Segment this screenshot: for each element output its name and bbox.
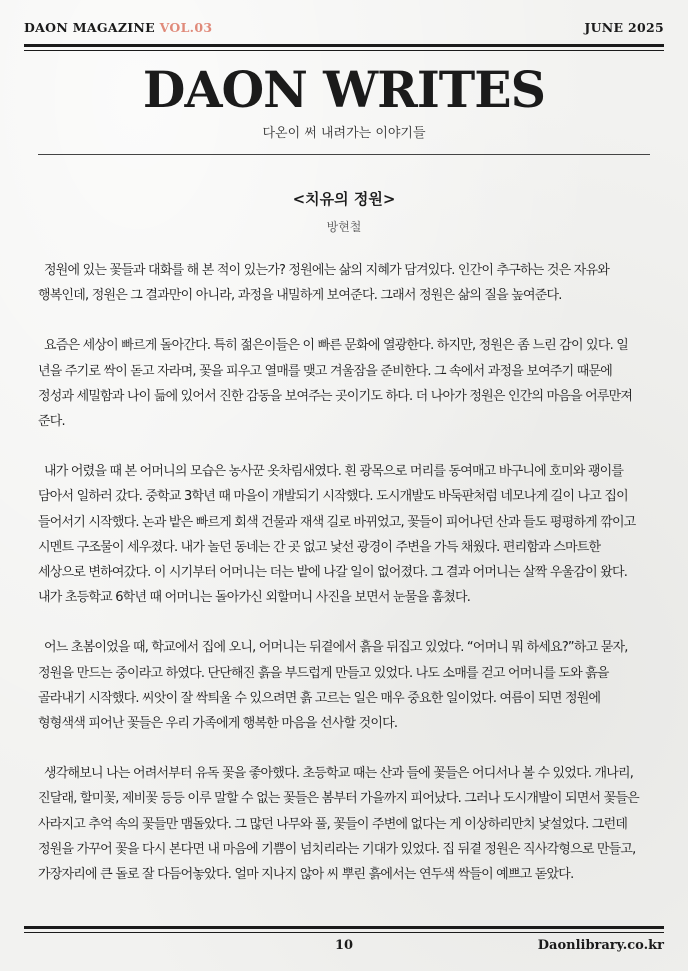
publication-title: DAON WRITES <box>142 60 546 119</box>
magazine-name <box>24 20 212 35</box>
page-number: 10 <box>334 938 354 953</box>
article-title: <치유의 정원> <box>292 190 396 208</box>
paragraph: 어느 초봄이었을 때, 학교에서 집에 오니, 어머니는 뒤곁에서 흙을 뒤집고 있었다. “어머니 뭐 하세요?”하고 묻자, 정원을 만드는 중이라고 하였다. 단단해진 흙을 부드럽게 만들고 있었다. 나도 소매를 걷고 어머니를 도와 흙을 골라내기 시작했다. 씨앗이 잘 싹틔울 수 있으려면 흙 고르는 일은 매우 중요한 일이었다. 여름이 되면 정원에 형형색색 피어난 꽃들은 우리 가족에게 행복한 마음을 선사할 것이다. <box>38 640 628 732</box>
publication-subtitle: 다온이 써 내려가는 이야기들 <box>262 126 426 141</box>
issue-number: VOL.03 <box>159 20 213 35</box>
paragraph: 정원에 있는 꽃들과 대화를 해 본 적이 있는가? 정원에는 삶의 지혜가 담겨있다. 인간이 추구하는 것은 자유와 행복인데, 정원은 그 결과만이 아니라, 과정을 내밀하게 보여준다. 그래서 정원은 삶의 질을 높여준다. <box>38 263 610 304</box>
website-link[interactable]: Daonlibrary.co.kr <box>537 938 664 953</box>
magazine-header <box>24 18 664 38</box>
top-rule-thin <box>24 50 664 51</box>
bottom-rule-thin <box>24 932 664 933</box>
top-rule-thick <box>24 44 664 47</box>
paragraph: 요즘은 세상이 빠르게 돌아간다. 특히 젊은이들은 이 빠른 문화에 열광한다. 하지만, 정원은 좀 느린 감이 있다. 일 년을 주기로 싹이 돋고 자라며, 꽃을 피우고 열매를 맺고 겨울잠을 준비한다. 그 속에서 과정을 보여주기 때문에 정성과 세밀함과 나이 듦에 있어서 진한 감동을 보여주는 곳이기도 하다. 더 나아가 정원은 인간의 마음을 어루만져 준다. <box>38 338 633 430</box>
paragraph: 내가 어렸을 때 본 어머니의 모습은 농사꾼 옷차림새였다. 흰 광목으로 머리를 동여매고 바구니에 호미와 괭이를 담아서 일하러 갔다. 중학교 3학년 때 마을이 개발되기 시작했다. 도시개발도 바둑판처럼 네모나게 길이 나고 집이 들어서기 시작했다. 논과 밭은 빠르게 회색 건물과 재색 길로 바뀌었고, 꽃들이 피어나던 산과 들도 평평하게 깎이고 시멘트 구조물이 세우졌다. 내가 놀던 동네는 간 곳 없고 낯선 광경이 주변을 가득 채웠다. 편리함과 스마트한 세상으로 변하여갔다. 이 시기부터 어머니는 더는 밭에 나갈 일이 없어졌다. 그 결과 어머니는 살짝 우울감이 왔다. 내가 초등학교 6학년 때 어머니는 돌아가신 외할머니 사진을 보면서 눈물을 훔쳤다. <box>38 464 636 606</box>
article-body <box>38 258 650 912</box>
masthead-divider <box>38 154 650 155</box>
magazine-title: DAON MAGAZINE <box>24 20 155 35</box>
issue-date: JUNE 2025 <box>584 20 664 35</box>
paragraph: 생각해보니 나는 어려서부터 유독 꽃을 좋아했다. 초등학교 때는 산과 들에 꽃들은 어디서나 볼 수 있었다. 개나리, 진달래, 할미꽃, 제비꽃 등등 이루 말할 수 없는 꽃들은 봄부터 가을까지 피어났다. 그러나 도시개발이 되면서 꽃들은 사라지고 추억 속의 꽃들만 맴돌았다. 그 많던 나무와 풀, 꽃들이 주변에 없다는 게 이상하리만치 낯설었다. 그런데 정원을 가꾸어 꽃을 다시 본다면 내 마음에 기쁨이 넘치리라는 기대가 있었다. 집 뒤곁 정원은 직사각형으로 만들고, 가장자리에 큰 돌로 잘 다듬어놓았다. 얼마 지나지 않아 씨 뿌린 흙에서는 연두색 싹들이 예쁘고 돋았다. <box>38 766 639 883</box>
page-footer <box>24 938 664 956</box>
bottom-rule-thick <box>24 926 664 929</box>
article-author: 방현철 <box>326 220 362 234</box>
